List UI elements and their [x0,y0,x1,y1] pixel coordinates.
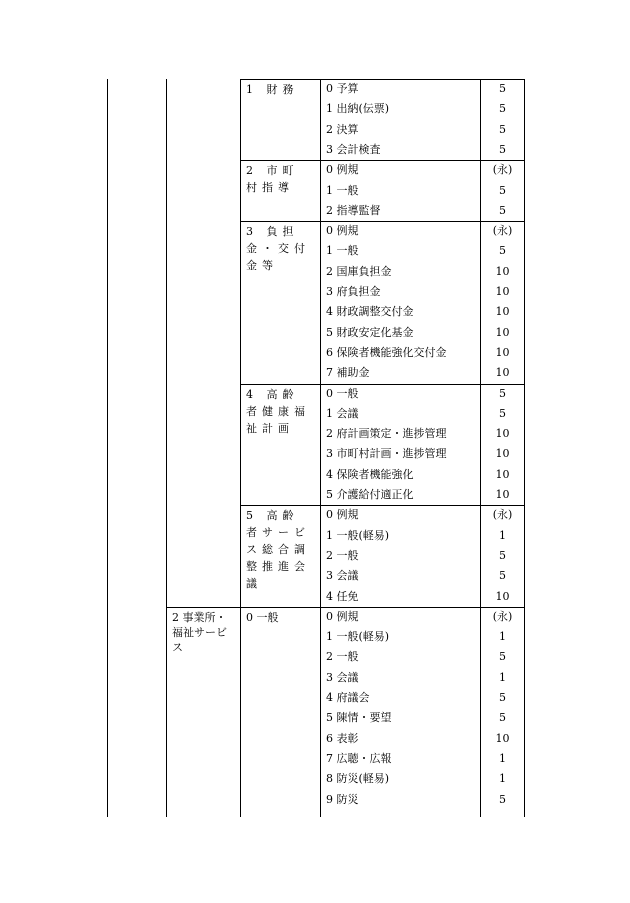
item-cell: 5 財政安定化基金 [326,325,414,339]
period-cell: 5 [499,82,506,95]
item-cell: 2 一般 [326,548,359,562]
item-cell: 6 表彰 [326,731,359,745]
mid-category: 4 高齢者健康福祉計画 [246,387,310,435]
period-cell: 1 [499,670,506,684]
item-cell: 1 会議 [326,406,359,420]
item-cell: 2 一般 [326,650,359,664]
period-cell: 5 [499,386,506,400]
item-cell: 3 市町村計画・進捗管理 [326,447,447,461]
period-cell: 1 [499,630,506,644]
item-cell: 1 出納(伝票) [326,102,390,116]
col-rule-4 [320,79,321,817]
period-cell: 5 [499,650,506,664]
period-cell: 5 [499,102,506,116]
item-cell: 7 補助金 [326,366,370,380]
item-cell: 3 会計検査 [326,142,381,156]
period-cell: 10 [495,488,510,501]
period-cell: 10 [495,467,510,481]
mid-category: 2 市町村指導 [246,164,299,195]
item-cell: 1 一般(軽易) [326,528,390,542]
item-cell: 0 例規 [326,508,359,522]
period-cell: 10 [495,345,510,359]
item-cell: 0 例規 [326,224,359,238]
period-cell: 5 [499,711,506,725]
item-cell: 5 陳情・要望 [326,711,392,725]
period-cell: 5 [499,548,506,562]
period-cell: 5 [499,406,506,420]
item-cell: 1 一般 [326,244,359,258]
item-cell: 2 府計画策定・進捗管理 [326,427,447,441]
col-rule-3 [240,79,241,817]
period-cell: 5 [499,792,506,806]
item-cell: 3 会議 [326,670,359,684]
item-cell: 1 一般(軽易) [326,630,390,644]
item-cell: 2 決算 [326,122,359,136]
period-cell: 10 [495,285,510,298]
item-cell: 4 府議会 [326,691,370,704]
item-cell: 3 会議 [326,569,359,583]
period-cell: (永) [492,508,513,522]
period-cell: 10 [495,366,510,380]
period-cell: (永) [492,163,513,177]
period-cell: 5 [499,691,506,704]
col-rule-2 [166,79,167,817]
item-cell: 0 一般 [326,386,359,400]
item-cell: 1 一般 [326,183,359,197]
item-cell: 4 保険者機能強化 [326,467,414,481]
item-cell: 8 防災(軽易) [326,772,390,786]
mid-category: 5 高齢者サービス総合調整推進会議 [246,509,310,591]
period-cell: 10 [495,305,510,319]
item-cell: 2 国庫負担金 [326,264,392,278]
period-cell: 5 [499,183,506,197]
period-cell: 10 [495,264,510,278]
mid-category: 1 財務 [246,83,299,96]
period-cell: 10 [495,731,510,745]
item-cell: 6 保険者機能強化交付金 [326,345,447,359]
item-cell: 7 広聴・広報 [326,751,392,765]
period-cell: 5 [499,569,506,583]
item-cell: 0 予算 [326,82,359,95]
period-cell: 5 [499,142,506,156]
period-cell: 5 [499,203,506,217]
item-cell: 3 府負担金 [326,285,381,298]
item-cell: 4 任免 [326,589,359,603]
period-cell: 5 [499,122,506,136]
item-cell: 5 介護給付適正化 [326,488,414,501]
period-cell: (永) [492,224,513,238]
item-cell: 0 例規 [326,609,359,623]
col-rule-right [524,79,525,817]
item-cell: 4 財政調整交付金 [326,305,414,319]
period-cell: 1 [499,772,506,786]
item-cell: 2 指導監督 [326,203,381,217]
large-category: 2 事業所・福祉サービス [172,610,227,654]
period-cell: 5 [499,244,506,258]
mid-category: 3 負担金・交付金等 [246,225,310,273]
period-cell: 10 [495,589,510,603]
period-cell: 10 [495,427,510,441]
period-cell: 1 [499,751,506,765]
col-rule-left [107,79,108,817]
period-cell: (永) [492,609,513,623]
period-cell: 1 [499,528,506,542]
mid-category: 0 一般 [246,610,279,624]
period-cell: 10 [495,447,510,461]
item-cell: 0 例規 [326,163,359,177]
item-cell: 9 防災 [326,792,359,806]
period-cell: 10 [495,325,510,339]
